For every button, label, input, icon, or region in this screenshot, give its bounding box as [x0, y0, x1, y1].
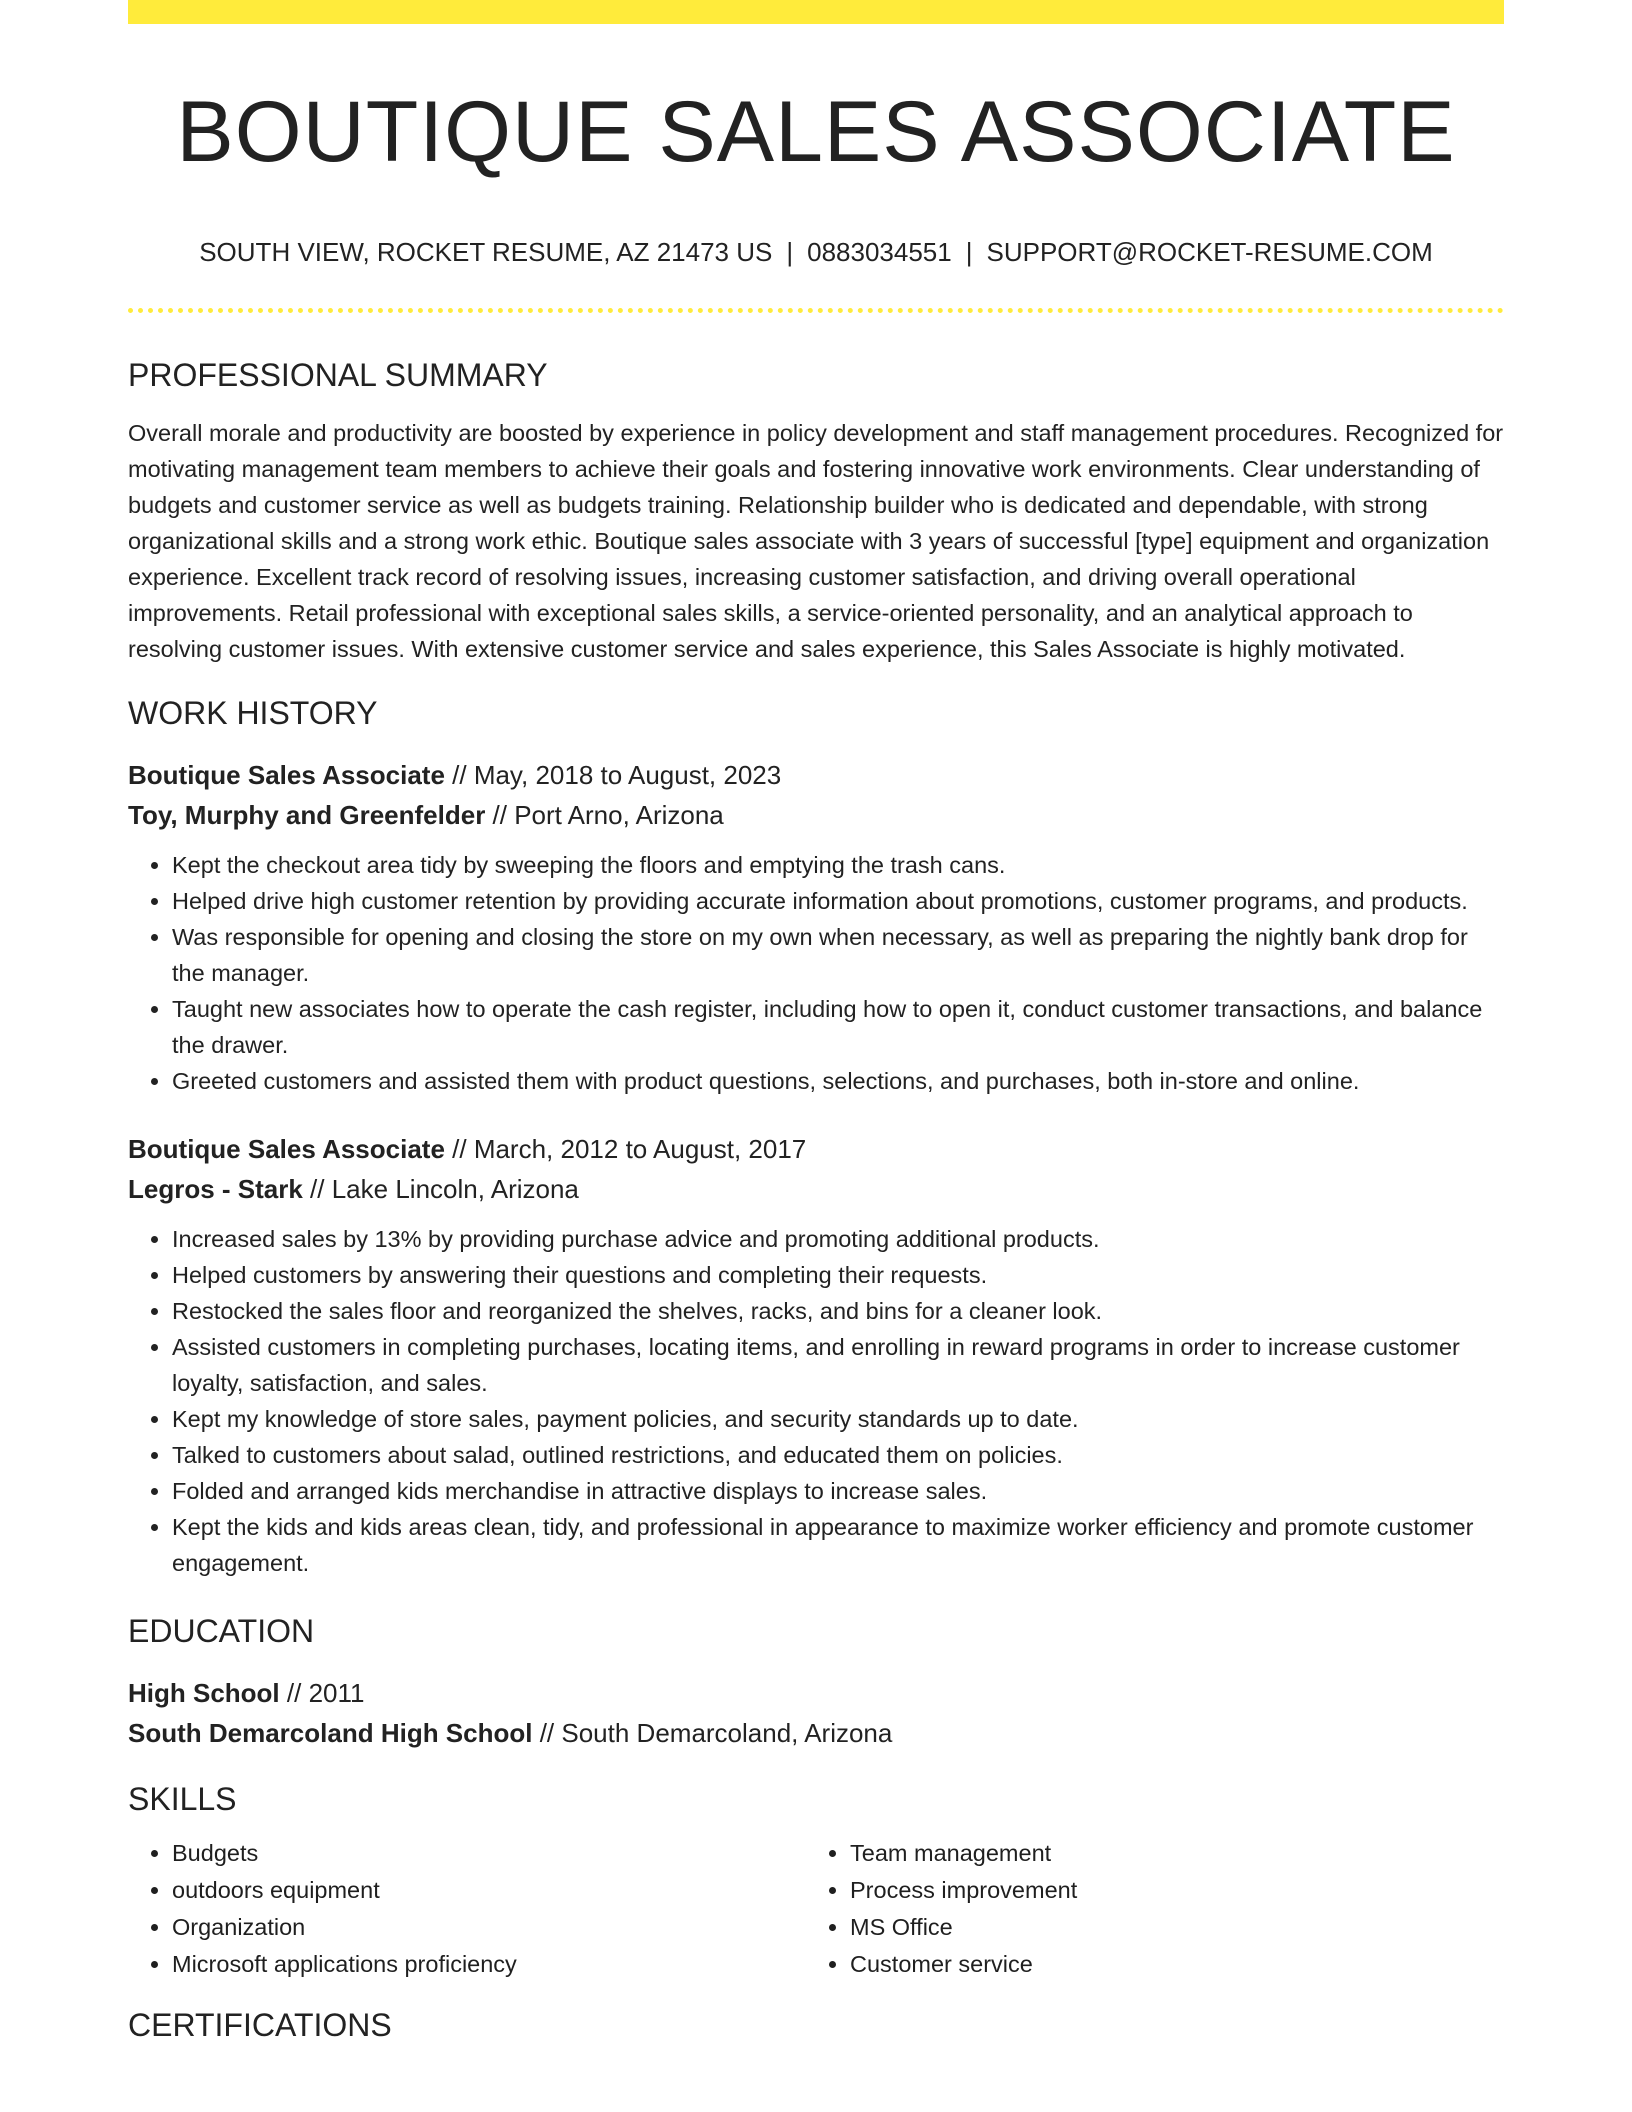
skills-right-list — [806, 1835, 1484, 1983]
list-item: • Greeted customers and assisted them with product questions, selections, and purchases, both in-store and online. — [172, 1063, 1504, 1099]
dotted-divider — [128, 308, 1504, 313]
contact-separator: | — [786, 237, 794, 267]
job-company: Legros - Stark — [128, 1174, 303, 1204]
job-role-line — [128, 755, 1504, 795]
skill-item: • Microsoft applications proficiency — [172, 1946, 806, 1983]
skills-columns — [128, 1835, 1504, 1983]
list-item: • Assisted customers in completing purchases, locating items, and enrolling in reward programs in order to increase customer loyalty, satisfaction, and sales. — [172, 1329, 1504, 1401]
work-history-heading: WORK HISTORY — [128, 695, 378, 731]
list-item: • Increased sales by 13% by providing purchase advice and promoting additional products. — [172, 1221, 1504, 1257]
resume-page — [128, 0, 1504, 2045]
list-item: • Taught new associates how to operate the cash register, including how to open it, conduct customer transactions, and balance the drawer. — [172, 991, 1504, 1063]
job-company: Toy, Murphy and Greenfelder — [128, 800, 486, 830]
list-item: • Folded and arranged kids merchandise in attractive displays to increase sales. — [172, 1473, 1504, 1509]
job-dates: // March, 2012 to August, 2017 — [444, 1134, 807, 1164]
job-dates: // May, 2018 to August, 2023 — [444, 760, 782, 790]
list-item: • Kept the checkout area tidy by sweeping the floors and emptying the trash cans. — [172, 847, 1504, 883]
summary-text: Overall morale and productivity are boosted by experience in policy development and staff management procedures. Recognized for motivating management team members to achieve their goals and fostering innovative work environments. Clear understanding of budgets and customer service as well as budgets training. Relationship builder who is dedicated and dependable, with strong organizational skills and a strong work ethic. Boutique sales associate with 3 years of successful [type] equipment and organization experience. Excellent track record of resolving issues, increasing customer satisfaction, and driving overall operational improvements. Retail professional with exceptional sales skills, a service-oriented personality, and an analytical approach to resolving customer issues. With extensive customer service and sales experience, this Sales Associate is highly motivated. — [128, 420, 1504, 662]
skill-item: • Team management — [850, 1835, 1484, 1872]
job-bullets — [128, 847, 1504, 1099]
education-location: // South Demarcoland, Arizona — [532, 1718, 893, 1748]
list-item: • Talked to customers about salad, outlined restrictions, and educated them on policies. — [172, 1437, 1504, 1473]
list-item: • Kept the kids and kids areas clean, tidy, and professional in appearance to maximize worker efficiency and promote customer engagement. — [172, 1509, 1504, 1581]
job-company-line — [128, 1169, 1504, 1209]
job-entry — [128, 1129, 1504, 1581]
job-company-line — [128, 795, 1504, 835]
education-entry — [128, 1673, 1504, 1753]
job-bullets — [128, 1221, 1504, 1581]
resume-title: BOUTIQUE SALES ASSOCIATE — [176, 84, 1456, 180]
summary-heading: PROFESSIONAL SUMMARY — [128, 357, 548, 393]
contact-separator: | — [965, 237, 973, 267]
skill-item: • Customer service — [850, 1946, 1484, 1983]
job-role: Boutique Sales Associate — [128, 760, 445, 790]
job-location: // Lake Lincoln, Arizona — [302, 1174, 579, 1204]
list-item: • Helped customers by answering their questions and completing their requests. — [172, 1257, 1504, 1293]
list-item: • Was responsible for opening and closing the store on my own when necessary, as well as preparing the nightly bank drop for the manager. — [172, 919, 1504, 991]
accent-top-bar — [128, 0, 1504, 24]
address: SOUTH VIEW, ROCKET RESUME, AZ 21473 US — [199, 237, 773, 267]
certifications-heading: CERTIFICATIONS — [128, 2007, 392, 2043]
contact-line — [128, 236, 1504, 268]
job-location: // Port Arno, Arizona — [485, 800, 724, 830]
education-school: South Demarcoland High School — [128, 1718, 533, 1748]
job-role-line — [128, 1129, 1504, 1169]
list-item: • Helped drive high customer retention by providing accurate information about promotions, customer programs, and products. — [172, 883, 1504, 919]
skills-left-list — [128, 1835, 806, 1983]
email-link[interactable]: SUPPORT@ROCKET-RESUME.COM — [986, 237, 1433, 267]
list-item: • Kept my knowledge of store sales, payment policies, and security standards up to date. — [172, 1401, 1504, 1437]
skill-item: • MS Office — [850, 1909, 1484, 1946]
education-heading: EDUCATION — [128, 1613, 315, 1649]
skill-item: • Budgets — [172, 1835, 806, 1872]
phone: 0883034551 — [807, 237, 952, 267]
job-entry — [128, 755, 1504, 1099]
job-role: Boutique Sales Associate — [128, 1134, 445, 1164]
list-item: • Restocked the sales floor and reorganized the shelves, racks, and bins for a cleaner look. — [172, 1293, 1504, 1329]
skill-item: • Organization — [172, 1909, 806, 1946]
education-school-line — [128, 1713, 1504, 1753]
education-year: // 2011 — [279, 1678, 365, 1708]
skills-heading: SKILLS — [128, 1781, 237, 1817]
skill-item: • outdoors equipment — [172, 1872, 806, 1909]
education-degree: High School — [128, 1678, 280, 1708]
skill-item: • Process improvement — [850, 1872, 1484, 1909]
education-degree-line — [128, 1673, 1504, 1713]
